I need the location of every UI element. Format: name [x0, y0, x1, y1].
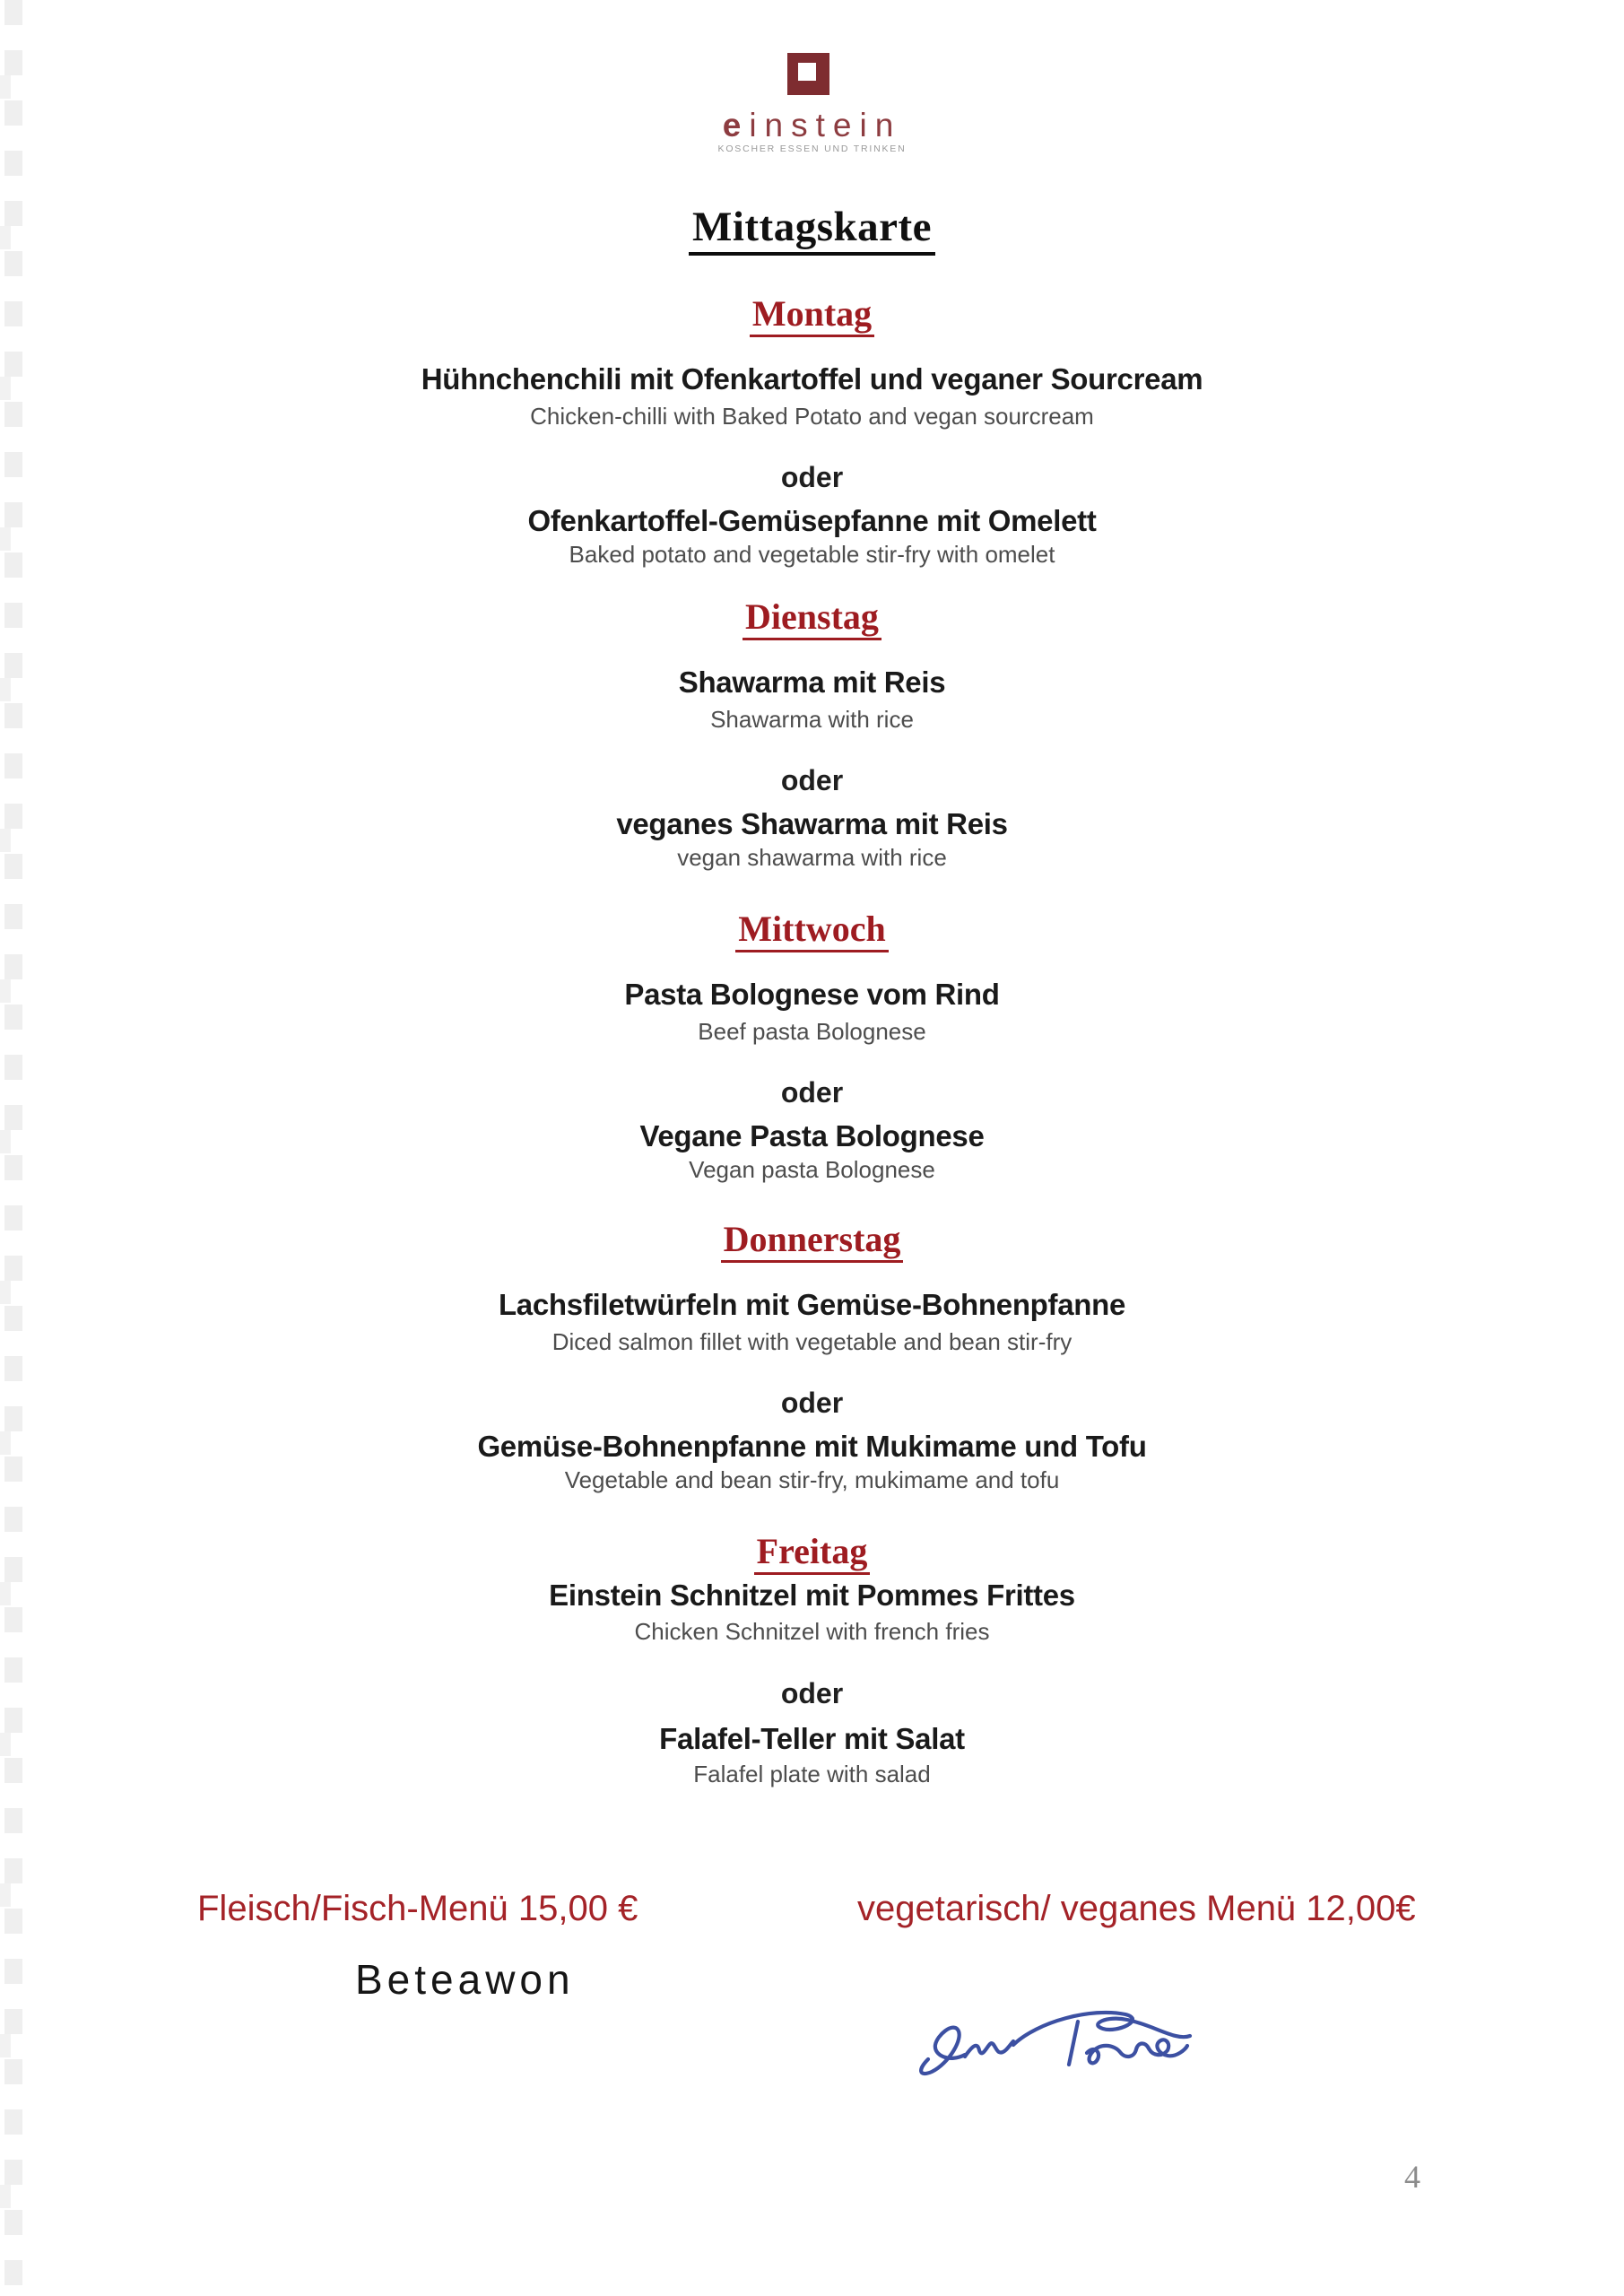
dish-translation: Vegetable and bean stir-fry, mukimame and tofu — [564, 1466, 1060, 1493]
dish-translation: Chicken Schnitzel with french fries — [634, 1618, 990, 1645]
dish-translation: Diced salmon fillet with vegetable and bean stir-fry — [551, 1328, 1073, 1355]
einstein-logo-icon — [787, 53, 829, 95]
dish-name: Falafel-Teller mit Salat — [659, 1722, 965, 1755]
day-heading-dienstag: Dienstag — [0, 596, 1624, 638]
page-title: Mittagskarte — [0, 203, 1624, 251]
day-heading-mittwoch: Mittwoch — [0, 908, 1624, 950]
day-heading-donnerstag: Donnerstag — [0, 1218, 1624, 1260]
logo-tagline: KOSCHER ESSEN UND TRINKEN — [717, 144, 907, 154]
or-label: oder — [780, 1076, 844, 1109]
or-label: oder — [780, 1387, 844, 1419]
dish-translation: Falafel plate with salad — [693, 1761, 931, 1787]
logo-brand-rest: instein — [749, 107, 902, 144]
price-meat-fish-menu: Fleisch/Fisch-Menü 15,00 € — [197, 1889, 638, 1928]
dish-name: Vegane Pasta Bolognese — [639, 1119, 985, 1152]
closing-word: Beteawon — [355, 1956, 575, 2003]
dish-name: Einstein Schnitzel mit Pommes Frittes — [549, 1578, 1075, 1612]
dish-translation: Chicken-chilli with Baked Potato and vegan sourcream — [530, 403, 1094, 430]
dish-name: Gemüse-Bohnenpfanne mit Mukimame und Tofu — [477, 1430, 1147, 1463]
logo-brand-first-letter: e — [722, 107, 750, 144]
dish-translation: Baked potato and vegetable stir-fry with omelet — [569, 541, 1055, 568]
logo-brand — [0, 107, 1624, 144]
dish-translation: Beef pasta Bolognese — [698, 1018, 926, 1045]
dish-name: Ofenkartoffel-Gemüsepfanne mit Omelett — [527, 504, 1097, 537]
dish-name: Hühnchenchili mit Ofenkartoffel und veganer Sourcream — [421, 362, 1203, 396]
day-heading-freitag: Freitag — [0, 1530, 1624, 1572]
dish-translation: vegan shawarma with rice — [677, 844, 947, 871]
dish-translation: Vegan pasta Bolognese — [689, 1156, 935, 1183]
dish-name: veganes Shawarma mit Reis — [616, 807, 1008, 840]
dish-translation: Shawarma with rice — [710, 706, 914, 733]
dish-name: Shawarma mit Reis — [678, 665, 946, 699]
dish-name: Lachsfiletwürfeln mit Gemüse-Bohnenpfanne — [498, 1288, 1126, 1321]
dish-name: Pasta Bolognese vom Rind — [624, 978, 1000, 1011]
or-label: oder — [780, 1677, 844, 1709]
page-number: 4 — [1404, 2159, 1420, 2195]
or-label: oder — [780, 461, 844, 493]
day-heading-montag: Montag — [0, 292, 1624, 335]
price-vegetarian-menu: vegetarisch/ veganes Menü 12,00€ — [857, 1889, 1416, 1928]
signature-scribble — [910, 2005, 1197, 2092]
or-label: oder — [780, 764, 844, 796]
